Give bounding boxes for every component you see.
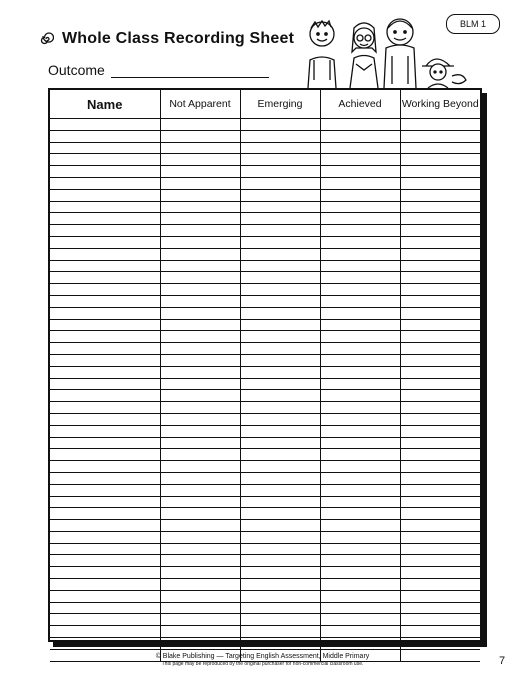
table-row <box>50 555 480 567</box>
table-cell[interactable] <box>50 378 160 390</box>
table-cell[interactable] <box>320 177 400 189</box>
table-row <box>50 590 480 602</box>
table-cell[interactable] <box>160 378 240 390</box>
table-cell[interactable] <box>50 437 160 449</box>
table-cell[interactable] <box>160 366 240 378</box>
table-cell[interactable] <box>240 638 320 650</box>
table-cell[interactable] <box>160 154 240 166</box>
table-cell[interactable] <box>240 154 320 166</box>
table-cell[interactable] <box>400 555 480 567</box>
table-cell[interactable] <box>50 555 160 567</box>
table-row <box>50 449 480 461</box>
table-cell[interactable] <box>160 590 240 602</box>
table-row <box>50 154 480 166</box>
table-row <box>50 638 480 650</box>
table-cell[interactable] <box>400 626 480 638</box>
recording-table <box>50 90 480 662</box>
table-cell[interactable] <box>400 307 480 319</box>
table-row <box>50 520 480 532</box>
table-cell[interactable] <box>50 472 160 484</box>
table-cell[interactable] <box>400 425 480 437</box>
column-header-working-beyond: Working Beyond <box>400 90 480 119</box>
column-header-not-apparent: Not Apparent <box>160 90 240 119</box>
table-cell[interactable] <box>320 201 400 213</box>
table-cell[interactable] <box>240 354 320 366</box>
table-row <box>50 166 480 178</box>
table-cell[interactable] <box>240 602 320 614</box>
table-cell[interactable] <box>240 343 320 355</box>
table-cell[interactable] <box>240 201 320 213</box>
table-cell[interactable] <box>50 579 160 591</box>
table-cell[interactable] <box>320 189 400 201</box>
table-cell[interactable] <box>400 579 480 591</box>
table-row <box>50 236 480 248</box>
table-cell[interactable] <box>400 272 480 284</box>
table-cell[interactable] <box>160 602 240 614</box>
table-cell[interactable] <box>320 319 400 331</box>
table-cell[interactable] <box>320 543 400 555</box>
column-header-name: Name <box>50 90 160 119</box>
table-row <box>50 354 480 366</box>
page-number: 7 <box>499 655 506 667</box>
column-header-achieved: Achieved <box>320 90 400 119</box>
table-cell[interactable] <box>320 119 400 131</box>
table-row <box>50 378 480 390</box>
blm-badge: BLM 1 <box>446 14 500 34</box>
table-cell[interactable] <box>320 614 400 626</box>
table-row <box>50 508 480 520</box>
table-cell[interactable] <box>240 402 320 414</box>
column-header-emerging: Emerging <box>240 90 320 119</box>
table-cell[interactable] <box>50 130 160 142</box>
table-cell[interactable] <box>160 130 240 142</box>
frame-shadow-right <box>482 93 487 647</box>
table-cell[interactable] <box>240 425 320 437</box>
table-cell[interactable] <box>400 496 480 508</box>
table-cell[interactable] <box>400 614 480 626</box>
table-cell[interactable] <box>240 614 320 626</box>
table-row <box>50 213 480 225</box>
table-cell[interactable] <box>160 437 240 449</box>
table-cell[interactable] <box>160 295 240 307</box>
table-cell[interactable] <box>160 484 240 496</box>
table-cell[interactable] <box>400 331 480 343</box>
table-cell[interactable] <box>160 614 240 626</box>
table-row <box>50 225 480 237</box>
table-cell[interactable] <box>50 402 160 414</box>
table-row <box>50 130 480 142</box>
table-cell[interactable] <box>240 225 320 237</box>
table-cell[interactable] <box>160 579 240 591</box>
table-cell[interactable] <box>320 284 400 296</box>
table-row <box>50 319 480 331</box>
table-cell[interactable] <box>160 531 240 543</box>
table-cell[interactable] <box>240 508 320 520</box>
table-cell[interactable] <box>160 213 240 225</box>
table-cell[interactable] <box>160 508 240 520</box>
table-cell[interactable] <box>240 378 320 390</box>
table-row <box>50 413 480 425</box>
table-cell[interactable] <box>160 284 240 296</box>
table-row <box>50 260 480 272</box>
page-footer <box>0 652 525 668</box>
table-cell[interactable] <box>240 555 320 567</box>
table-cell[interactable] <box>50 343 160 355</box>
footer-copyright: © Blake Publishing — Targeting English Assessment, Middle Primary <box>155 653 370 660</box>
table-cell[interactable] <box>240 437 320 449</box>
table-cell[interactable] <box>320 248 400 260</box>
table-cell[interactable] <box>240 366 320 378</box>
table-cell[interactable] <box>320 295 400 307</box>
table-cell[interactable] <box>50 201 160 213</box>
table-cell[interactable] <box>50 354 160 366</box>
table-row <box>50 189 480 201</box>
table-cell[interactable] <box>160 638 240 650</box>
table-row <box>50 402 480 414</box>
table-cell[interactable] <box>50 331 160 343</box>
table-cell[interactable] <box>240 295 320 307</box>
table-cell[interactable] <box>400 213 480 225</box>
table-row <box>50 307 480 319</box>
table-row <box>50 484 480 496</box>
table-cell[interactable] <box>320 354 400 366</box>
table-cell[interactable] <box>50 413 160 425</box>
footer-notice: This page may be reproduced by the original purchaser for non-commercial classroom use. <box>161 661 364 667</box>
table-cell[interactable] <box>160 260 240 272</box>
outcome-row <box>48 62 269 78</box>
table-cell[interactable] <box>400 567 480 579</box>
outcome-writing-line[interactable] <box>111 63 269 78</box>
table-cell[interactable] <box>320 461 400 473</box>
table-cell[interactable] <box>240 472 320 484</box>
table-cell[interactable] <box>320 472 400 484</box>
table-row <box>50 343 480 355</box>
table-cell[interactable] <box>240 496 320 508</box>
table-cell[interactable] <box>50 142 160 154</box>
table-cell[interactable] <box>240 390 320 402</box>
table-cell[interactable] <box>240 579 320 591</box>
table-cell[interactable] <box>240 119 320 131</box>
table-cell[interactable] <box>400 531 480 543</box>
table-cell[interactable] <box>160 472 240 484</box>
table-cell[interactable] <box>50 496 160 508</box>
table-cell[interactable] <box>160 425 240 437</box>
table-cell[interactable] <box>240 413 320 425</box>
table-cell[interactable] <box>160 119 240 131</box>
table-cell[interactable] <box>240 520 320 532</box>
table-cell[interactable] <box>240 331 320 343</box>
table-cell[interactable] <box>320 236 400 248</box>
table-cell[interactable] <box>50 638 160 650</box>
table-cell[interactable] <box>400 142 480 154</box>
table-cell[interactable] <box>160 142 240 154</box>
table-cell[interactable] <box>240 130 320 142</box>
table-cell[interactable] <box>400 201 480 213</box>
table-cell[interactable] <box>50 166 160 178</box>
table-cell[interactable] <box>400 437 480 449</box>
page-title: Whole Class Recording Sheet <box>62 30 295 47</box>
table-cell[interactable] <box>320 484 400 496</box>
table-cell[interactable] <box>400 154 480 166</box>
table-cell[interactable] <box>160 543 240 555</box>
table-cell[interactable] <box>160 307 240 319</box>
table-cell[interactable] <box>240 543 320 555</box>
table-cell[interactable] <box>320 366 400 378</box>
table-cell[interactable] <box>160 555 240 567</box>
table-cell[interactable] <box>320 307 400 319</box>
table-cell[interactable] <box>400 319 480 331</box>
table-cell[interactable] <box>400 343 480 355</box>
table-cell[interactable] <box>160 449 240 461</box>
table-cell[interactable] <box>320 531 400 543</box>
table-cell[interactable] <box>320 520 400 532</box>
table-cell[interactable] <box>400 543 480 555</box>
swirl-icon <box>38 31 54 47</box>
table-header-row <box>50 90 480 119</box>
table-row <box>50 425 480 437</box>
table-cell[interactable] <box>50 520 160 532</box>
table-cell[interactable] <box>50 236 160 248</box>
table-cell[interactable] <box>50 119 160 131</box>
table-cell[interactable] <box>50 484 160 496</box>
table-row <box>50 119 480 131</box>
table-body <box>50 119 480 662</box>
table-cell[interactable] <box>400 260 480 272</box>
table-cell[interactable] <box>400 366 480 378</box>
table-cell[interactable] <box>240 142 320 154</box>
table-cell[interactable] <box>320 142 400 154</box>
table-row <box>50 284 480 296</box>
table-cell[interactable] <box>50 295 160 307</box>
table-cell[interactable] <box>240 284 320 296</box>
table-cell[interactable] <box>400 390 480 402</box>
table-cell[interactable] <box>320 402 400 414</box>
table-cell[interactable] <box>320 555 400 567</box>
table-cell[interactable] <box>50 614 160 626</box>
table-cell[interactable] <box>50 531 160 543</box>
table-cell[interactable] <box>160 567 240 579</box>
table-row <box>50 366 480 378</box>
table-cell[interactable] <box>160 413 240 425</box>
table-cell[interactable] <box>400 508 480 520</box>
table-cell[interactable] <box>320 213 400 225</box>
table-cell[interactable] <box>160 496 240 508</box>
table-cell[interactable] <box>160 319 240 331</box>
table-cell[interactable] <box>240 567 320 579</box>
table-cell[interactable] <box>240 177 320 189</box>
table-cell[interactable] <box>320 260 400 272</box>
recording-sheet <box>48 88 482 642</box>
table-cell[interactable] <box>320 638 400 650</box>
table-cell[interactable] <box>400 461 480 473</box>
table-cell[interactable] <box>400 638 480 650</box>
table-cell[interactable] <box>320 166 400 178</box>
table-cell[interactable] <box>50 461 160 473</box>
table-cell[interactable] <box>50 319 160 331</box>
table-cell[interactable] <box>400 413 480 425</box>
table-row <box>50 461 480 473</box>
table-cell[interactable] <box>240 449 320 461</box>
table-cell[interactable] <box>50 154 160 166</box>
table-cell[interactable] <box>240 626 320 638</box>
table-cell[interactable] <box>400 189 480 201</box>
table-cell[interactable] <box>160 272 240 284</box>
table-cell[interactable] <box>400 402 480 414</box>
table-cell[interactable] <box>400 284 480 296</box>
table-cell[interactable] <box>50 177 160 189</box>
table-cell[interactable] <box>400 590 480 602</box>
table-row <box>50 177 480 189</box>
table-row <box>50 602 480 614</box>
children-illustration <box>296 16 474 88</box>
table-cell[interactable] <box>320 567 400 579</box>
table-cell[interactable] <box>50 366 160 378</box>
table-cell[interactable] <box>400 520 480 532</box>
table-cell[interactable] <box>400 378 480 390</box>
table-cell[interactable] <box>50 248 160 260</box>
table-cell[interactable] <box>320 626 400 638</box>
table-cell[interactable] <box>160 236 240 248</box>
table-row <box>50 543 480 555</box>
table-row <box>50 614 480 626</box>
table-cell[interactable] <box>240 166 320 178</box>
table-cell[interactable] <box>320 413 400 425</box>
table-cell[interactable] <box>50 225 160 237</box>
table-cell[interactable] <box>240 189 320 201</box>
table-cell[interactable] <box>320 496 400 508</box>
table-cell[interactable] <box>50 189 160 201</box>
table-cell[interactable] <box>320 425 400 437</box>
table-cell[interactable] <box>160 343 240 355</box>
table-row <box>50 496 480 508</box>
table-cell[interactable] <box>320 508 400 520</box>
title-row <box>38 30 294 48</box>
table-cell[interactable] <box>400 248 480 260</box>
table-cell[interactable] <box>240 531 320 543</box>
table-cell[interactable] <box>50 260 160 272</box>
table-cell[interactable] <box>160 402 240 414</box>
table-cell[interactable] <box>400 130 480 142</box>
outcome-label: Outcome <box>48 62 105 78</box>
table-row <box>50 295 480 307</box>
table-cell[interactable] <box>240 260 320 272</box>
table-cell[interactable] <box>320 225 400 237</box>
table-cell[interactable] <box>50 567 160 579</box>
table-cell[interactable] <box>160 248 240 260</box>
table-row <box>50 579 480 591</box>
table-row <box>50 272 480 284</box>
table-cell[interactable] <box>320 579 400 591</box>
table-cell[interactable] <box>400 166 480 178</box>
table-row <box>50 331 480 343</box>
table-cell[interactable] <box>400 484 480 496</box>
table-cell[interactable] <box>50 449 160 461</box>
table-cell[interactable] <box>400 177 480 189</box>
table-cell[interactable] <box>320 602 400 614</box>
table-cell[interactable] <box>160 225 240 237</box>
table-cell[interactable] <box>160 331 240 343</box>
table-cell[interactable] <box>160 166 240 178</box>
table-cell[interactable] <box>320 130 400 142</box>
table-cell[interactable] <box>50 543 160 555</box>
table-cell[interactable] <box>50 307 160 319</box>
table-cell[interactable] <box>400 236 480 248</box>
table-cell[interactable] <box>400 354 480 366</box>
table-cell[interactable] <box>400 119 480 131</box>
table-cell[interactable] <box>400 602 480 614</box>
table-cell[interactable] <box>50 425 160 437</box>
table-cell[interactable] <box>320 343 400 355</box>
table-cell[interactable] <box>240 236 320 248</box>
table-cell[interactable] <box>160 390 240 402</box>
table-row <box>50 567 480 579</box>
table-cell[interactable] <box>320 590 400 602</box>
table-cell[interactable] <box>50 602 160 614</box>
table-cell[interactable] <box>240 590 320 602</box>
table-cell[interactable] <box>240 319 320 331</box>
table-row <box>50 472 480 484</box>
table-cell[interactable] <box>320 449 400 461</box>
table-cell[interactable] <box>320 331 400 343</box>
table-cell[interactable] <box>240 272 320 284</box>
table-row <box>50 248 480 260</box>
table-cell[interactable] <box>240 248 320 260</box>
table-cell[interactable] <box>320 437 400 449</box>
table-cell[interactable] <box>400 472 480 484</box>
table-cell[interactable] <box>320 154 400 166</box>
table-row <box>50 531 480 543</box>
table-row <box>50 626 480 638</box>
table-cell[interactable] <box>160 177 240 189</box>
table-cell[interactable] <box>240 213 320 225</box>
table-cell[interactable] <box>160 520 240 532</box>
table-cell[interactable] <box>400 449 480 461</box>
table-cell[interactable] <box>50 626 160 638</box>
table-row <box>50 142 480 154</box>
table-row <box>50 201 480 213</box>
table-cell[interactable] <box>240 307 320 319</box>
table-cell[interactable] <box>320 272 400 284</box>
table-cell[interactable] <box>320 390 400 402</box>
table-cell[interactable] <box>50 213 160 225</box>
table-cell[interactable] <box>50 284 160 296</box>
table-cell[interactable] <box>50 590 160 602</box>
table-cell[interactable] <box>50 272 160 284</box>
table-row <box>50 390 480 402</box>
table-cell[interactable] <box>160 461 240 473</box>
table-row <box>50 437 480 449</box>
table-cell[interactable] <box>50 390 160 402</box>
table-cell[interactable] <box>160 189 240 201</box>
table-cell[interactable] <box>240 461 320 473</box>
page-header <box>0 0 525 88</box>
table-cell[interactable] <box>240 484 320 496</box>
table-cell[interactable] <box>400 295 480 307</box>
table-cell[interactable] <box>320 378 400 390</box>
table-cell[interactable] <box>400 225 480 237</box>
table-cell[interactable] <box>50 508 160 520</box>
table-cell[interactable] <box>160 626 240 638</box>
table-cell[interactable] <box>160 201 240 213</box>
table-cell[interactable] <box>160 354 240 366</box>
